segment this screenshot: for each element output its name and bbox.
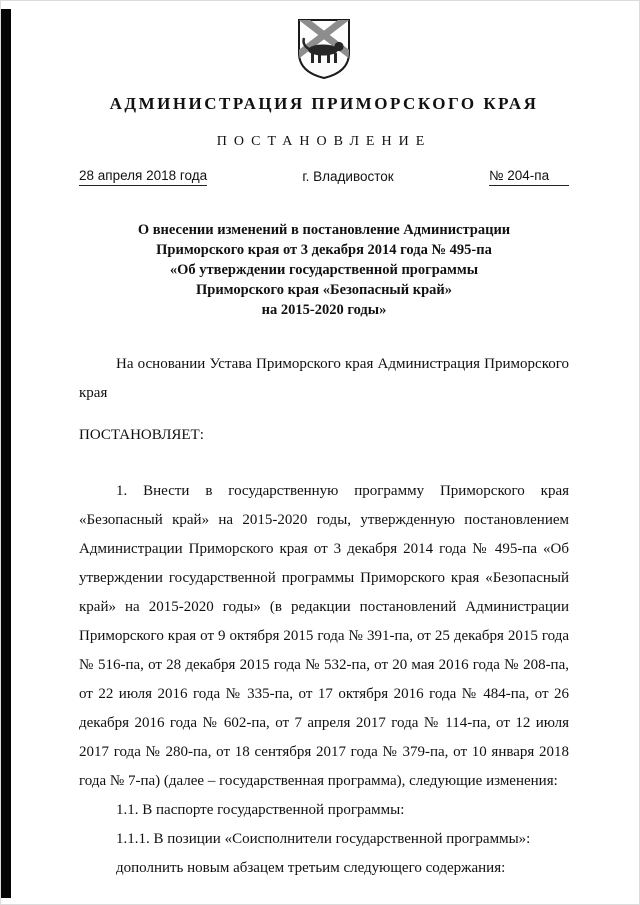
closing-paragraph: дополнить новым абзацем третьим следующего содержания: [116, 860, 506, 876]
document-content [79, 17, 569, 883]
doc-title-line: Приморского края от 3 декабря 2014 года № 495-па [156, 242, 492, 258]
paragraph-1: 1. Внести в государственную программу Приморского края «Безопасный край» на 2015-2020 годы, утвержденную постановлением Администрации Приморского края от 3 декабря 2014 года № 495-па «Об утверждении государственной программы Приморского края «Безопасный край» на 2015-2020 годы» (в редакции постановлений Администрации Приморского края от 9 октября 2015 года № 391-па, от 25 декабря 2015 года № 516-па, от 28 декабря 2015 года № 532-па, от 20 мая 2016 года № 208-па, от 22 июля 2016 года № 335-па, от 17 октября 2016 года № 484-па, от 26 декабря 2016 года № 602-па, от 7 апреля 2017 года № 114-па, от 12 июля 2017 года № 280-па, от 18 сентября 2017 года № 379-па, от 10 января 2018 года № 7-па) (далее – государственная программа), следующие изменения: [79, 483, 569, 789]
doc-date: 28 апреля 2018 года [79, 168, 207, 186]
coat-of-arms [79, 17, 569, 86]
paragraph-1-1-1: 1.1.1. В позиции «Соисполнители государственной программы»: [116, 831, 531, 847]
resolves-label: ПОСТАНОВЛЯЕТ: [79, 427, 204, 443]
left-accent-bar [1, 9, 11, 898]
doc-title [79, 220, 569, 320]
doc-place: г. Владивосток [302, 169, 394, 184]
intro-paragraph: На основании Устава Приморского края Администрация Приморского края [79, 356, 569, 401]
meta-row [79, 168, 569, 186]
org-name: АДМИНИСТРАЦИЯ ПРИМОРСКОГО КРАЯ [109, 94, 539, 113]
paragraph-1-1: 1.1. В паспорте государственной программы: [116, 802, 405, 818]
doc-body [79, 350, 569, 883]
doc-title-line: О внесении изменений в постановление Администрации [137, 222, 511, 238]
doc-type-label: ПОСТАНОВЛЕНИЕ [216, 134, 432, 149]
doc-title-line: на 2015-2020 годы» [261, 302, 387, 318]
doc-title-line: Приморского края «Безопасный край» [195, 282, 452, 298]
doc-number: № 204-па [489, 168, 569, 186]
coat-of-arms-icon [296, 17, 352, 81]
doc-title-line: «Об утверждении государственной программы [169, 262, 479, 278]
